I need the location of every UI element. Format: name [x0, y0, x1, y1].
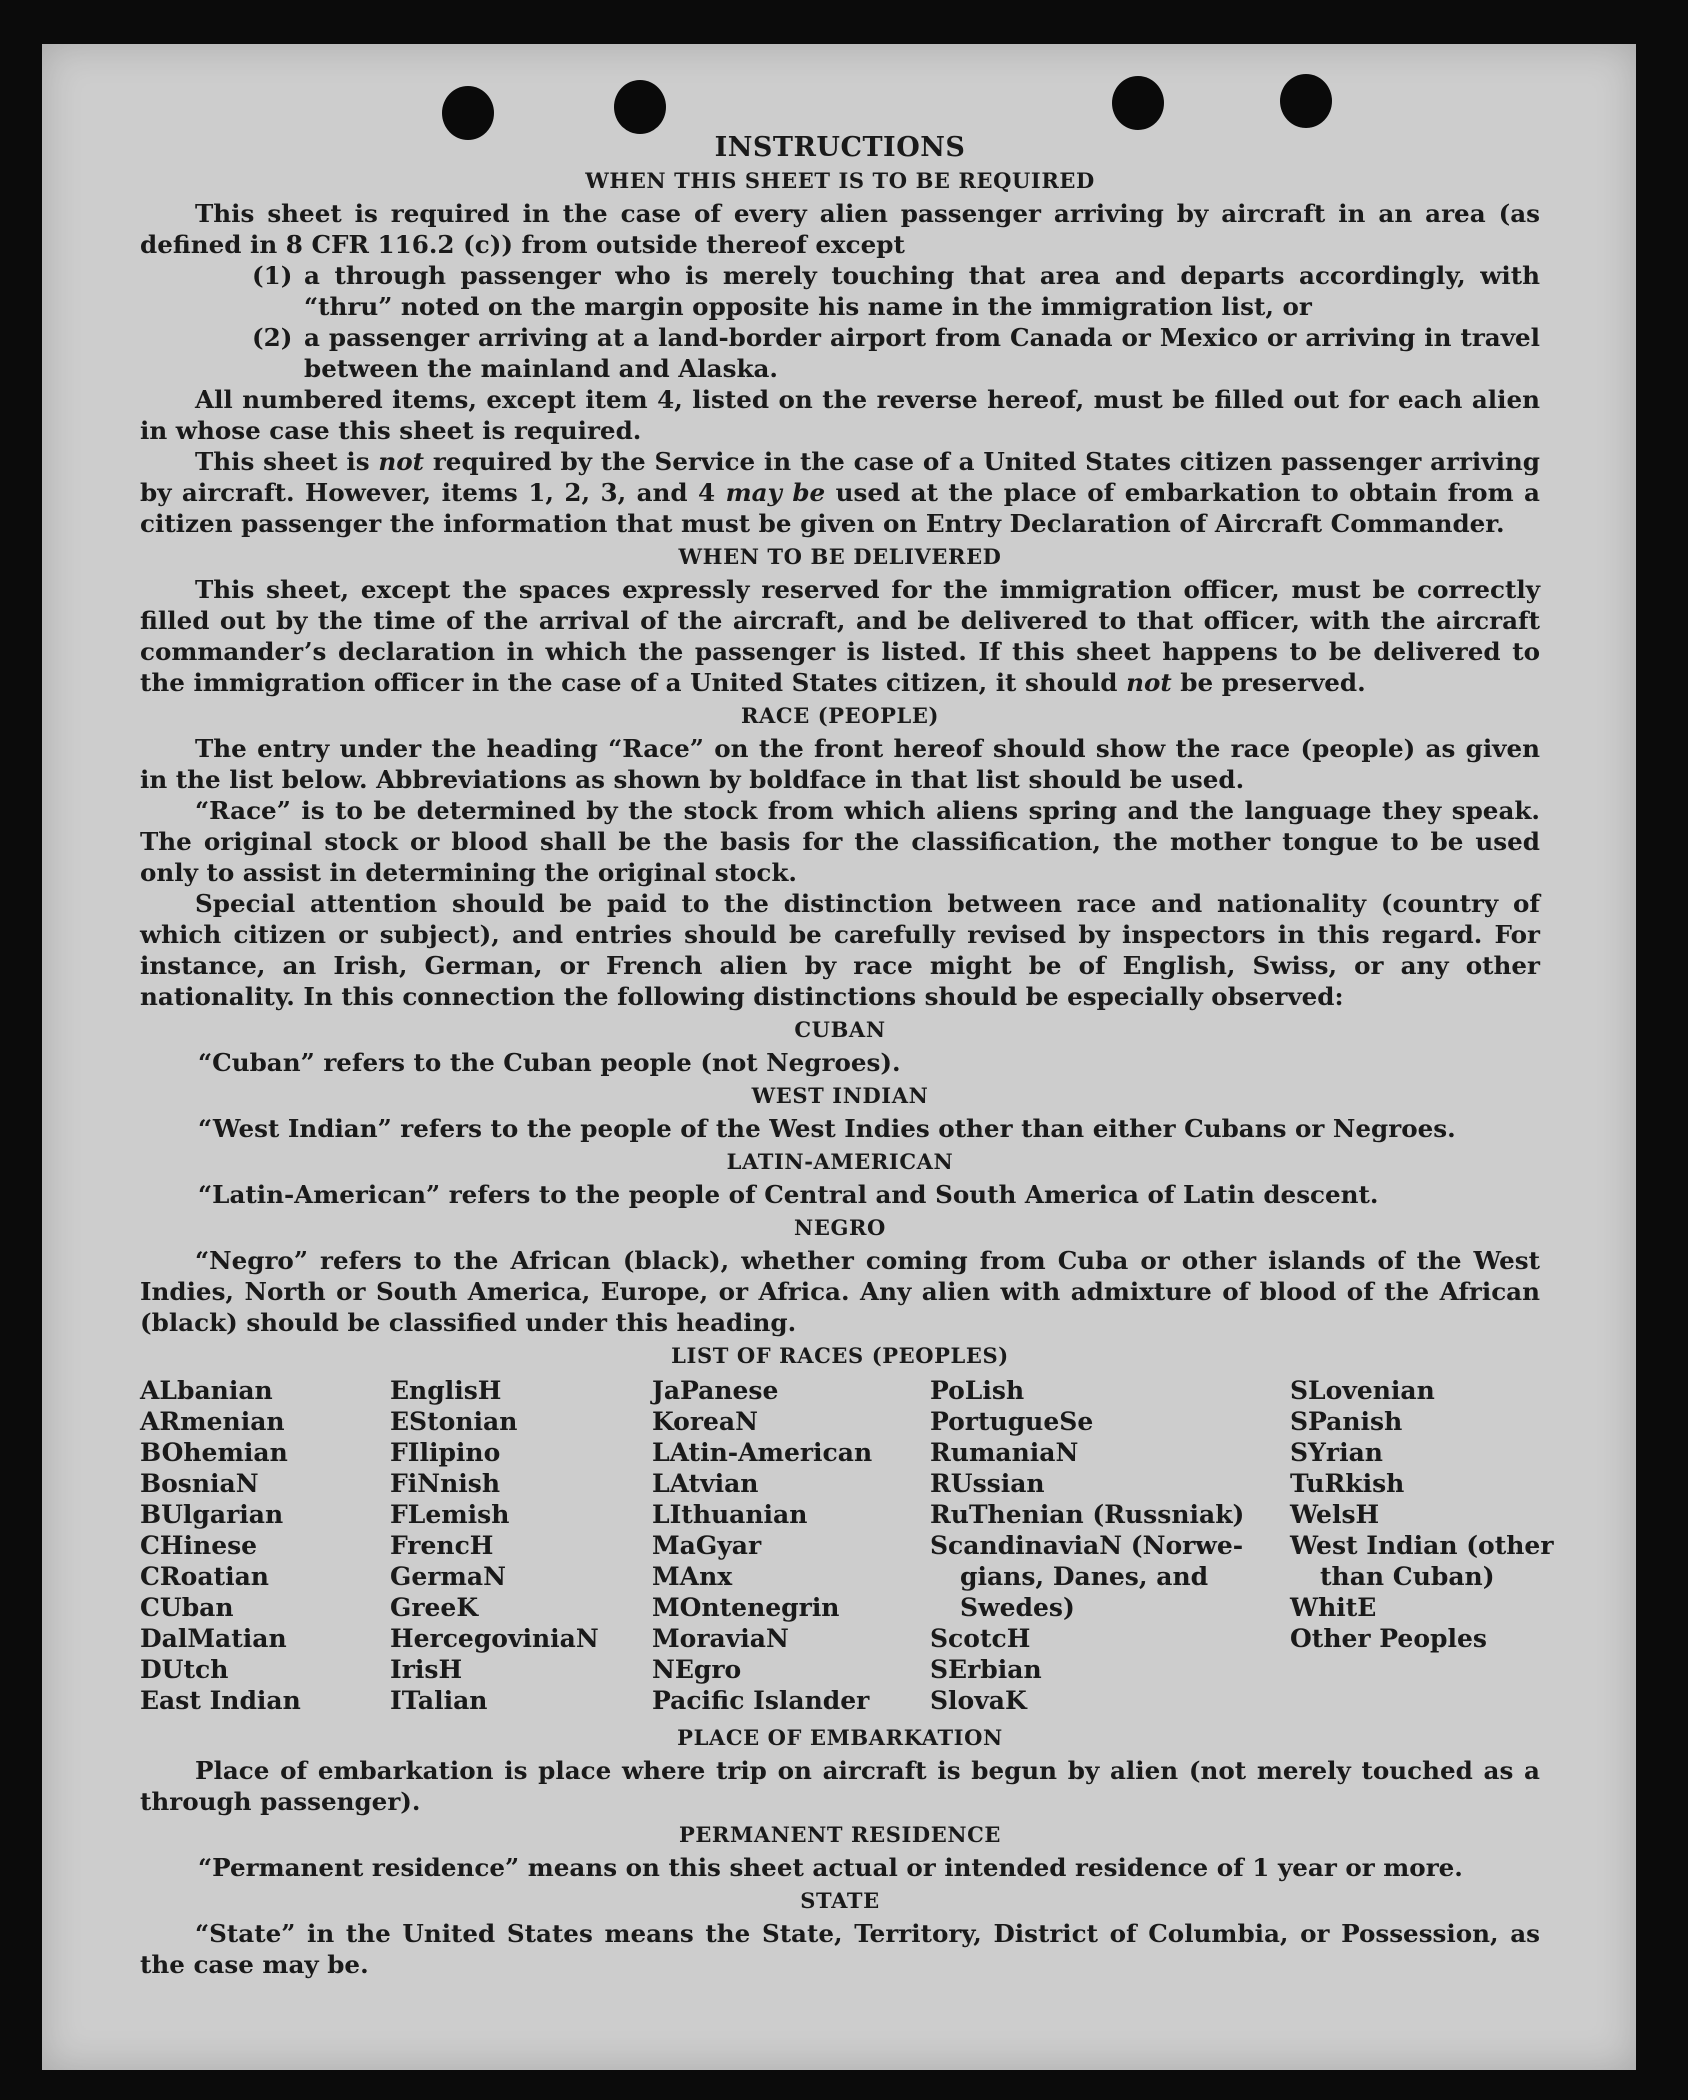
race-item: DalMatian: [140, 1624, 287, 1653]
race-item: FiNnish: [390, 1469, 501, 1498]
race-item: FLemish: [390, 1500, 510, 1529]
list-item: [252, 322, 1540, 384]
race-item: FrencH: [390, 1531, 494, 1560]
race-item: LAtvian: [652, 1469, 759, 1498]
race-item: ScandinaviaN (Norwe-: [930, 1531, 1244, 1560]
race-item: TuRkish: [1290, 1469, 1405, 1498]
race-item: CHinese: [140, 1531, 258, 1560]
definition-latin-american: “Latin-American” refers to the people of Central and South America of Latin descent.: [198, 1180, 1379, 1209]
list-item-number: (1): [252, 261, 293, 290]
race-item: Other Peoples: [1290, 1624, 1487, 1653]
instructions-content: [140, 132, 1554, 1980]
paragraph: “Race” is to be determined by the stock from which aliens spring and the language they speak. The original stock or blood shall be the basis for the classification, the mother tongue to be used only to assist in determining the original stock.: [140, 796, 1540, 887]
race-item: BosniaN: [140, 1469, 259, 1498]
race-item: SPanish: [1290, 1407, 1403, 1436]
paragraph: This sheet is not required by the Service in the case of a United States citizen passenger arriving by aircraft. However, items 1, 2, 3, and 4 may be used at the place of embarkation to obtain from a citizen passenger the information that must be given on Entry Declaration of Aircraft Commander.: [140, 447, 1540, 538]
race-list: [140, 1375, 1554, 1716]
race-item: SlovaK: [930, 1686, 1027, 1715]
heading-cuban: CUBAN: [794, 1017, 886, 1042]
page-title: INSTRUCTIONS: [714, 132, 966, 163]
race-item: SLovenian: [1290, 1376, 1435, 1405]
paragraph: “Permanent residence” means on this sheet actual or intended residence of 1 year or more.: [198, 1853, 1463, 1882]
paragraph: “State” in the United States means the State, Territory, District of Columbia, or Possession, as the case may be.: [140, 1919, 1540, 1979]
list-item-number: (2): [252, 323, 293, 352]
paragraph: This sheet is required in the case of every alien passenger arriving by aircraft in an area (as defined in 8 CFR 116.2 (c)) from outside thereof except: [140, 199, 1540, 259]
heading-negro: NEGRO: [794, 1215, 886, 1240]
race-item: MoraviaN: [652, 1624, 789, 1653]
race-item: ARmenian: [140, 1407, 285, 1436]
heading-state: STATE: [800, 1888, 880, 1913]
race-item: ALbanian: [140, 1376, 273, 1405]
paragraph: This sheet, except the spaces expressly reserved for the immigration officer, must be correctly filled out by the time of the arrival of the aircraft, and be delivered to that officer, with the aircraft commander’s declaration in which the passenger is listed. If this sheet happens to be delivered to the immigration officer in the case of a United States citizen, it should not be preserved.: [140, 575, 1540, 697]
race-item: BOhemian: [140, 1438, 288, 1467]
race-item: NEgro: [652, 1655, 742, 1684]
definition-negro: “Negro” refers to the African (black), whether coming from Cuba or other islands of the West Indies, North or South America, Europe, or Africa. Any alien with admixture of blood of the African (black) should be classified under this heading.: [140, 1246, 1540, 1337]
race-item: East Indian: [140, 1686, 301, 1715]
race-item: HercegoviniaN: [390, 1624, 599, 1653]
race-item: SYrian: [1290, 1438, 1383, 1467]
heading-west-indian: WEST INDIAN: [751, 1083, 929, 1108]
heading-place-of-embarkation: PLACE OF EMBARKATION: [677, 1725, 1003, 1750]
race-item: WelsH: [1290, 1500, 1380, 1529]
punch-hole-4: [1280, 74, 1332, 128]
punch-hole-3: [1112, 76, 1164, 130]
race-column-2: [390, 1375, 652, 1716]
race-item: MAnx: [652, 1562, 733, 1591]
paragraph: Place of embarkation is place where trip on aircraft is begun by alien (not merely touched as a through passenger).: [140, 1756, 1540, 1816]
race-item: West Indian (other: [1290, 1531, 1554, 1560]
race-item: ITalian: [390, 1686, 488, 1715]
paragraph: The entry under the heading “Race” on the front hereof should show the race (people) as given in the list below. Abbreviations as shown by boldface in that list should be used.: [140, 734, 1540, 794]
race-item: RumaniaN: [930, 1438, 1079, 1467]
race-item: CRoatian: [140, 1562, 269, 1591]
race-column-1: [140, 1375, 390, 1716]
race-item: EStonian: [390, 1407, 518, 1436]
race-item: ScotcH: [930, 1624, 1031, 1653]
race-item: LIthuanian: [652, 1500, 808, 1529]
race-item: RUssian: [930, 1469, 1045, 1498]
race-item: GreeK: [390, 1593, 479, 1622]
heading-when-required: WHEN THIS SHEET IS TO BE REQUIRED: [585, 168, 1095, 193]
race-item: PoLish: [930, 1376, 1025, 1405]
race-item-continuation: Swedes): [960, 1593, 1075, 1622]
definition-west-indian: “West Indian” refers to the people of the West Indies other than either Cubans or Negroes.: [198, 1114, 1456, 1143]
list-item: [252, 260, 1540, 322]
race-item: JaPanese: [652, 1376, 779, 1405]
paragraph: All numbered items, except item 4, listed on the reverse hereof, must be filled out for each alien in whose case this sheet is required.: [140, 385, 1540, 445]
race-item: MOntenegrin: [652, 1593, 840, 1622]
race-item: DUtch: [140, 1655, 229, 1684]
race-item: LAtin-American: [652, 1438, 873, 1467]
race-item: BUlgarian: [140, 1500, 284, 1529]
heading-when-delivered: WHEN TO BE DELIVERED: [678, 544, 1002, 569]
paragraph: Special attention should be paid to the distinction between race and nationality (country of which citizen or subject), and entries should be carefully revised by inspectors in this regard. For instance, an Irish, German, or French alien by race might be of English, Swiss, or any other nationality. In this connection the following distinctions should be especially observed:: [140, 889, 1540, 1011]
definition-cuban: “Cuban” refers to the Cuban people (not Negroes).: [198, 1048, 901, 1077]
race-item: FIlipino: [390, 1438, 501, 1467]
race-item: GermaN: [390, 1562, 506, 1591]
heading-latin-american: LATIN-AMERICAN: [726, 1149, 954, 1174]
punch-hole-2: [614, 80, 666, 134]
heading-permanent-residence: PERMANENT RESIDENCE: [678, 1822, 1002, 1847]
race-item: PortugueSe: [930, 1407, 1094, 1436]
race-column-5: [1290, 1375, 1554, 1716]
race-item-continuation: gians, Danes, and: [960, 1562, 1209, 1591]
race-column-3: [652, 1375, 930, 1716]
race-item: EnglisH: [390, 1376, 502, 1405]
race-item: CUban: [140, 1593, 234, 1622]
race-item: SErbian: [930, 1655, 1042, 1684]
race-item: WhitE: [1290, 1593, 1377, 1622]
race-item: KoreaN: [652, 1407, 758, 1436]
race-item: IrisH: [390, 1655, 463, 1684]
race-column-4: [930, 1375, 1290, 1716]
heading-race: RACE (PEOPLE): [740, 703, 940, 728]
race-item: Pacific Islander: [652, 1686, 870, 1715]
race-item: MaGyar: [652, 1531, 762, 1560]
list-item-text: a through passenger who is merely touching that area and departs accordingly, with “thru” noted on the margin opposite his name in the immigration list, or: [304, 261, 1540, 321]
race-item: RuThenian (Russniak): [930, 1500, 1245, 1529]
list-item-text: a passenger arriving at a land-border airport from Canada or Mexico or arriving in travel between the mainland and Alaska.: [304, 323, 1540, 383]
race-item-continuation: than Cuban): [1320, 1562, 1495, 1591]
heading-list-of-races: LIST OF RACES (PEOPLES): [671, 1343, 1009, 1368]
